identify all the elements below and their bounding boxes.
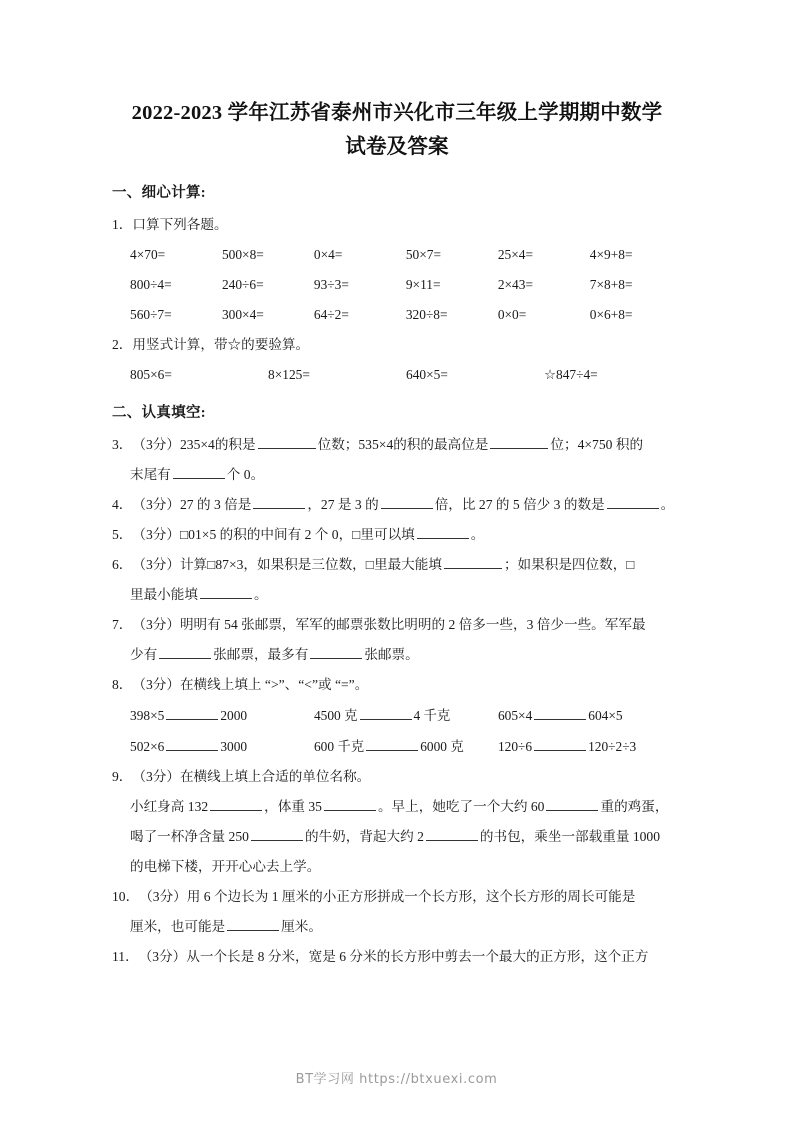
calc-item: 240÷6= xyxy=(221,277,264,292)
compare-right: 4 千克 xyxy=(413,708,451,723)
answer-blank[interactable] xyxy=(534,705,586,720)
question-2-number: 2． xyxy=(112,337,133,352)
answer-blank[interactable] xyxy=(310,644,362,659)
question-6-text-c: 里最小能填 xyxy=(130,587,198,602)
question-5-number: 5． xyxy=(112,527,133,542)
question-7-text-d: 张邮票。 xyxy=(364,647,419,662)
compare-item xyxy=(314,731,498,762)
question-1-row-3 xyxy=(112,300,682,330)
question-6-line-1 xyxy=(112,550,682,580)
question-3-text-a: 235×4的积是 xyxy=(179,437,256,452)
question-9-text-h: 的电梯下楼，开开心心去上学。 xyxy=(130,859,321,874)
question-7-text-a: 明明有 54 张邮票，军军的邮票张数比明明的 2 倍多一些，3 倍少一些。军军最 xyxy=(179,617,646,632)
answer-blank[interactable] xyxy=(258,434,316,449)
question-8-score: （3分） xyxy=(132,677,180,692)
question-1 xyxy=(112,210,682,330)
question-8-text: 在横线上填上 “>”、“<”或 “=”。 xyxy=(179,677,369,692)
calc-item: 7×8+8= xyxy=(589,277,633,292)
calc-item: 500×8= xyxy=(221,247,264,262)
question-6-line-2 xyxy=(112,580,682,610)
question-5-text-b: 。 xyxy=(470,527,485,542)
answer-blank[interactable] xyxy=(166,705,218,720)
question-4-text-d: 。 xyxy=(660,497,675,512)
question-3-text-c: 位；4×750 积的 xyxy=(550,437,644,452)
question-3-number: 3． xyxy=(112,437,133,452)
question-9 xyxy=(112,762,682,882)
question-3-text-b: 位数；535×4的积的最高位是 xyxy=(317,437,489,452)
calc-item: 50×7= xyxy=(405,247,442,262)
question-11-text-a: 从一个长是 8 分米，宽是 6 分米的长方形中剪去一个最大的正方形，这个正方 xyxy=(186,949,649,964)
answer-blank[interactable] xyxy=(324,796,376,811)
question-11 xyxy=(112,942,682,972)
question-9-number: 9． xyxy=(112,769,133,784)
answer-blank[interactable] xyxy=(444,554,502,569)
question-8-number: 8． xyxy=(112,677,133,692)
question-11-number: 11． xyxy=(112,949,139,964)
question-10-text-c: 厘米。 xyxy=(281,919,322,934)
question-10-number: 10． xyxy=(112,889,140,904)
calc-item: 800÷4= xyxy=(130,277,172,292)
title-line-1: 2022-2023 学年江苏省泰州市兴化市三年级上学期期中数学 xyxy=(131,102,663,124)
question-6-score: （3分） xyxy=(132,557,180,572)
question-7-line-2 xyxy=(112,640,682,670)
compare-item xyxy=(314,700,498,731)
question-1-text: 口算下列各题。 xyxy=(132,217,228,232)
question-9-line-3 xyxy=(112,852,682,882)
answer-blank[interactable] xyxy=(426,826,478,841)
section-heading-2: 二、认真填空: xyxy=(112,405,206,421)
calc-item: 25×4= xyxy=(497,247,534,262)
question-7-text-c: 张邮票，最多有 xyxy=(213,647,309,662)
compare-left: 4500 克 xyxy=(313,708,358,723)
question-1-prompt xyxy=(112,210,682,240)
question-3-line-1 xyxy=(112,430,682,460)
question-4-score: （3分） xyxy=(132,497,180,512)
question-7-line-1 xyxy=(112,610,682,640)
question-9-text-d: 重的鸡蛋， xyxy=(600,799,669,814)
answer-blank[interactable] xyxy=(417,524,469,539)
question-9-prompt xyxy=(112,762,682,792)
footer-watermark: BT学习网 https://btxuexi.com xyxy=(295,1072,498,1087)
page-content xyxy=(112,96,682,972)
calc-item: 560÷7= xyxy=(130,307,172,322)
question-9-line-1 xyxy=(112,792,682,822)
calc-item: 805×6= xyxy=(130,367,172,382)
question-9-text-a: 小红身高 132 xyxy=(130,799,209,814)
question-2 xyxy=(112,330,682,390)
answer-blank[interactable] xyxy=(159,644,211,659)
answer-blank[interactable] xyxy=(251,826,303,841)
answer-blank[interactable] xyxy=(366,736,418,751)
question-2-text: 用竖式计算，带☆的要验算。 xyxy=(132,337,310,352)
compare-right: 3000 xyxy=(220,739,248,754)
question-8-row-1 xyxy=(112,700,682,731)
calc-item: 640×5= xyxy=(406,367,448,382)
answer-blank[interactable] xyxy=(210,796,262,811)
question-6-number: 6． xyxy=(112,557,133,572)
question-4-line-1 xyxy=(112,490,682,520)
calc-item: 0×0= xyxy=(497,307,527,322)
question-8-prompt xyxy=(112,670,682,700)
question-6-text-b: ；如果积是四位数，□ xyxy=(503,557,635,572)
question-10-score: （3分） xyxy=(139,889,187,904)
compare-right: 604×5 xyxy=(588,708,623,723)
calc-item: 320÷8= xyxy=(405,307,448,322)
question-8-row-2 xyxy=(112,731,682,762)
calc-item: 8×125= xyxy=(268,367,310,382)
question-1-row-1 xyxy=(112,240,682,270)
question-4-number: 4． xyxy=(112,497,133,512)
calc-item: 300×4= xyxy=(221,307,264,322)
question-11-line-1 xyxy=(112,942,682,972)
calc-item: 4×9+8= xyxy=(589,247,633,262)
question-6-text-d: 。 xyxy=(253,587,268,602)
compare-item xyxy=(130,700,314,731)
answer-blank[interactable] xyxy=(381,494,433,509)
question-5 xyxy=(112,520,682,550)
question-5-text-a: □01×5 的积的中间有 2 个 0，□里可以填 xyxy=(179,527,415,542)
compare-right: 120÷2÷3 xyxy=(588,739,637,754)
question-8 xyxy=(112,670,682,762)
calc-item: 0×6+8= xyxy=(589,307,633,322)
answer-blank[interactable] xyxy=(253,494,305,509)
question-9-text: 在横线上填上合适的单位名称。 xyxy=(179,769,371,784)
question-7 xyxy=(112,610,682,670)
calc-item: 9×11= xyxy=(405,277,441,292)
calc-item: 0×4= xyxy=(313,247,343,262)
question-3-text-e: 个 0。 xyxy=(226,467,265,482)
question-2-prompt xyxy=(112,330,682,360)
question-9-score: （3分） xyxy=(132,769,180,784)
answer-blank[interactable] xyxy=(166,736,218,751)
question-7-score: （3分） xyxy=(132,617,180,632)
question-10-text-b: 厘米，也可能是 xyxy=(130,919,226,934)
answer-blank[interactable] xyxy=(534,736,586,751)
answer-blank[interactable] xyxy=(490,434,548,449)
question-4-text-c: 倍，比 27 的 5 倍少 3 的数是 xyxy=(434,497,605,512)
question-1-number: 1． xyxy=(112,217,133,232)
question-7-text-b: 少有 xyxy=(130,647,158,662)
question-3-score: （3分） xyxy=(132,437,180,452)
compare-left: 120÷6 xyxy=(497,739,533,754)
question-4 xyxy=(112,490,682,520)
section-heading-1: 一、细心计算: xyxy=(112,185,206,201)
answer-blank[interactable] xyxy=(360,705,412,720)
title-line-2: 试卷及答案 xyxy=(345,136,449,158)
compare-item xyxy=(498,731,682,762)
question-10-line-2 xyxy=(112,912,682,942)
question-5-score: （3分） xyxy=(132,527,180,542)
question-3-text-d: 末尾有 xyxy=(130,467,171,482)
question-9-text-g: 的书包，乘坐一部载重量 1000 xyxy=(479,829,661,844)
answer-blank[interactable] xyxy=(546,796,598,811)
question-3 xyxy=(112,430,682,490)
answer-blank[interactable] xyxy=(173,464,225,479)
calc-item: 93÷3= xyxy=(313,277,349,292)
calc-item: ☆847÷4= xyxy=(544,367,598,382)
compare-item xyxy=(130,731,314,762)
question-3-line-2 xyxy=(112,460,682,490)
answer-blank[interactable] xyxy=(200,584,252,599)
question-10-text-a: 用 6 个边长为 1 厘米的小正方形拼成一个长方形，这个长方形的周长可能是 xyxy=(186,889,636,904)
answer-blank[interactable] xyxy=(607,494,659,509)
compare-right: 2000 xyxy=(220,708,248,723)
question-9-text-b: ，体重 35 xyxy=(264,799,322,814)
question-7-number: 7． xyxy=(112,617,133,632)
calc-item: 4×70= xyxy=(130,247,166,262)
calc-item: 64÷2= xyxy=(313,307,349,322)
question-1-row-2 xyxy=(112,270,682,300)
question-5-line-1 xyxy=(112,520,682,550)
answer-blank[interactable] xyxy=(227,916,279,931)
compare-left: 600 千克 xyxy=(313,739,365,754)
compare-left: 502×6 xyxy=(130,739,165,754)
question-9-text-c: 。早上，她吃了一个大约 60 xyxy=(377,799,545,814)
question-10-line-1 xyxy=(112,882,682,912)
question-6-text-a: 计算□87×3，如果积是三位数，□里最大能填 xyxy=(179,557,442,572)
question-4-text-a: 27 的 3 倍是 xyxy=(179,497,252,512)
question-6 xyxy=(112,550,682,610)
calc-item: 2×43= xyxy=(497,277,534,292)
question-4-text-b: ，27 是 3 的 xyxy=(307,497,379,512)
question-9-text-f: 的牛奶，背起大约 2 xyxy=(304,829,424,844)
question-9-line-2 xyxy=(112,822,682,852)
page-title xyxy=(112,96,682,164)
compare-item xyxy=(498,700,682,731)
question-2-row-1 xyxy=(112,360,682,390)
question-10 xyxy=(112,882,682,942)
compare-left: 398×5 xyxy=(130,708,165,723)
compare-left: 605×4 xyxy=(497,708,533,723)
compare-right: 6000 克 xyxy=(420,739,464,754)
question-9-text-e: 喝了一杯净含量 250 xyxy=(130,829,249,844)
question-11-score: （3分） xyxy=(138,949,187,964)
